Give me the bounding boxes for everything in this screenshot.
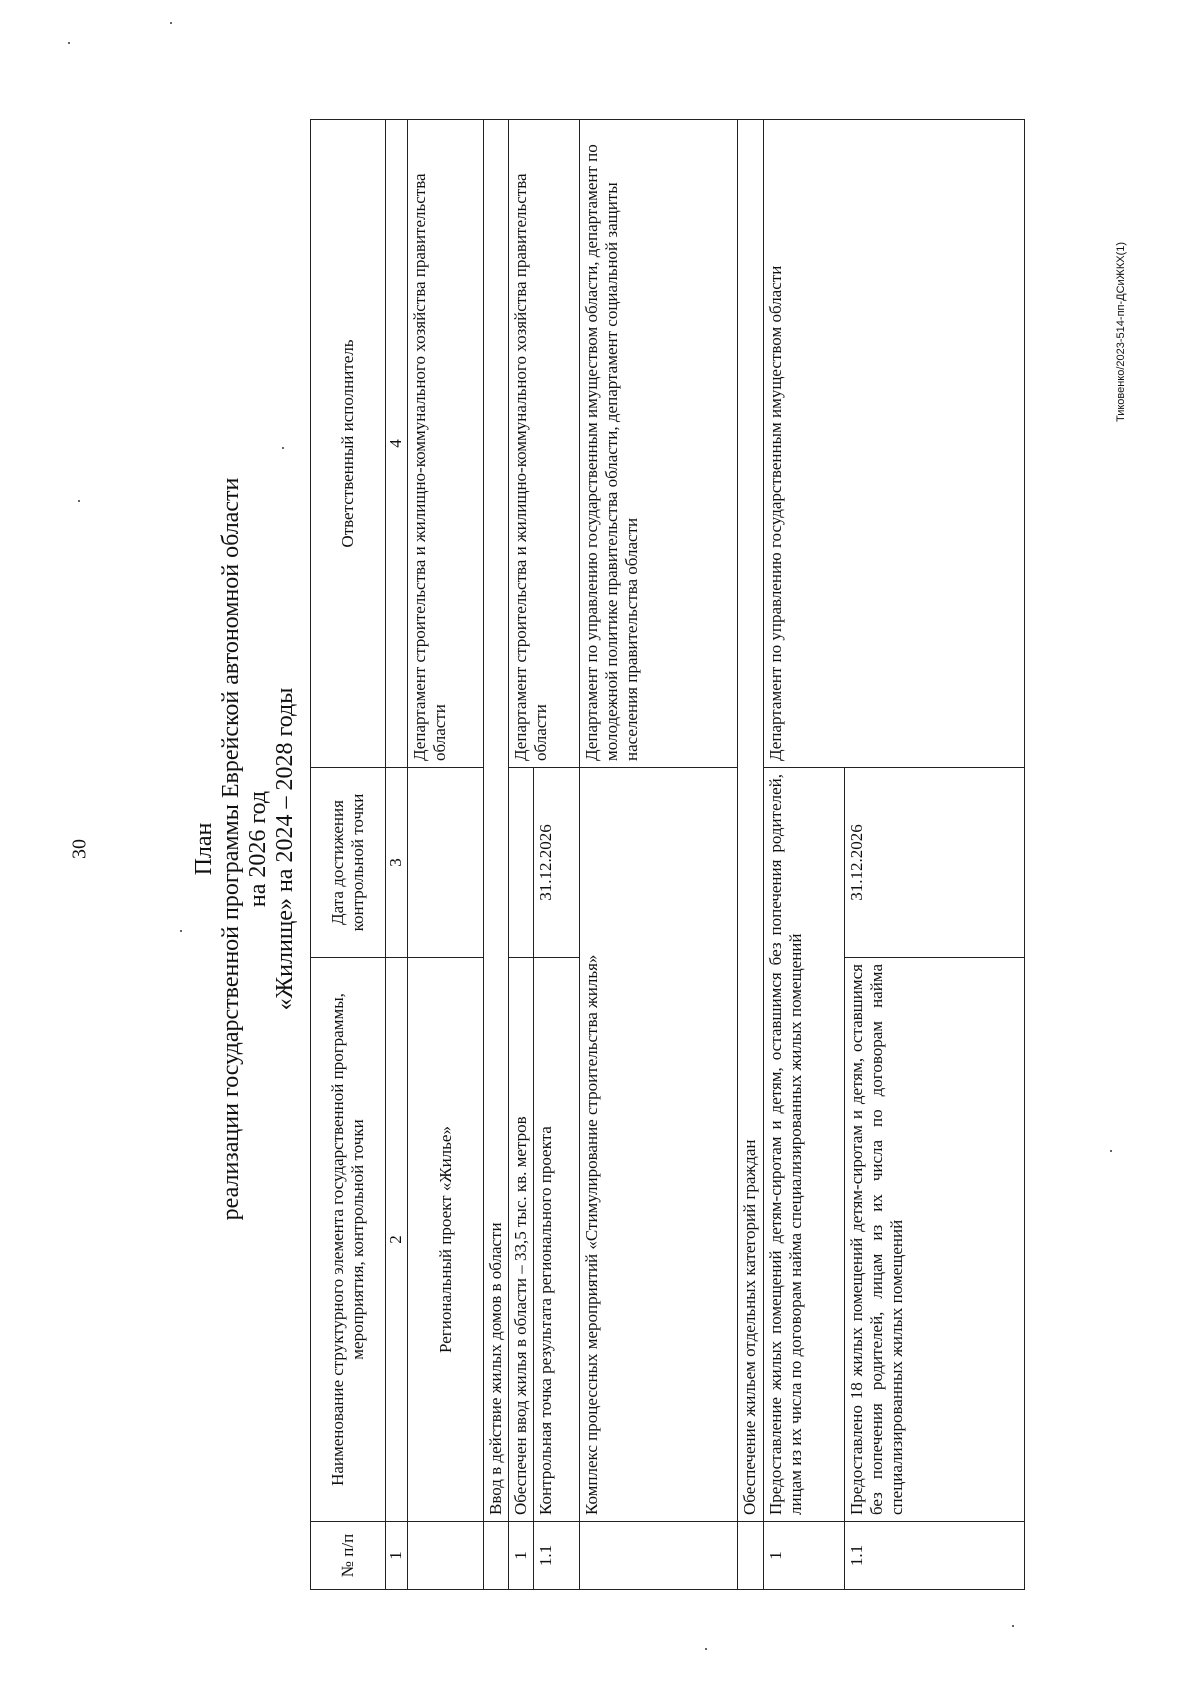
column-number-row xyxy=(386,120,408,1590)
title-line-1: План xyxy=(191,822,217,876)
row-name: Предоставление жилых помещений детям-сиротам и детям, оставшимся без попечения родителей, лицам из их числа по договорам найма специализированных жилых помещений xyxy=(764,768,845,1522)
scan-speck xyxy=(705,1648,707,1650)
complex-executor: Департамент по управлению государственным имуществом области, департамент по молодежной политике правительства области, департамент социальной защиты населения правительства области xyxy=(580,120,738,768)
complex-no-cell xyxy=(580,1522,738,1590)
row-number: 1.1 xyxy=(845,1522,1025,1590)
row-executor: Департамент строительства и жилищно-коммунального хозяйства правительства области xyxy=(509,120,580,768)
section-row xyxy=(738,120,764,1590)
project-date-cell xyxy=(408,768,484,958)
section-no-cell xyxy=(738,1522,764,1590)
scan-speck xyxy=(68,42,70,44)
row-date: 31.12.2026 xyxy=(534,768,580,958)
section-no-cell xyxy=(484,1522,509,1590)
column-number: 1 xyxy=(386,1522,408,1590)
row-name: Контрольная точка результата регионального проекта xyxy=(534,958,580,1522)
project-executor: Департамент строительства и жилищно-коммунального хозяйства правительства области xyxy=(408,120,484,768)
row-date: 31.12.2026 xyxy=(845,768,1025,958)
column-number: 2 xyxy=(386,958,408,1522)
section-row xyxy=(484,120,509,1590)
project-name: Региональный проект «Жилье» xyxy=(408,958,484,1522)
document-reference: Тиковенко/2023-514-пп-ДСиЖКХ(1) xyxy=(1115,241,1127,423)
section-title: Ввод в действие жилых домов в области xyxy=(484,120,509,1522)
row-name: Предоставлено 18 жилых помещений детям-сиротам и детям, оставшимся без попечения родителей, лицам из их числа по договорам найма специализированных жилых помещений xyxy=(845,958,1025,1522)
scan-speck xyxy=(78,500,80,502)
plan-table-container xyxy=(310,120,1020,1590)
title-line-2: реализации государственной программы Еврейской автономной области xyxy=(218,477,244,1221)
table-row xyxy=(509,120,534,1590)
header-no: № п/п xyxy=(311,1522,386,1590)
project-row xyxy=(408,120,484,1590)
row-number: 1.1 xyxy=(534,1522,580,1590)
row-number: 1 xyxy=(509,1522,534,1590)
complex-row xyxy=(580,120,738,1590)
row-date xyxy=(509,768,534,958)
scan-speck xyxy=(1110,1150,1112,1152)
scan-speck xyxy=(1012,1625,1014,1627)
column-number: 4 xyxy=(386,120,408,768)
row-executor: Департамент по управлению государственным имуществом области xyxy=(764,120,1025,768)
section-title: Обеспечение жильем отдельных категорий граждан xyxy=(738,120,764,1522)
row-number: 1 xyxy=(764,1522,845,1590)
complex-name: Комплекс процессных мероприятий «Стимулирование строительства жилья» xyxy=(580,768,738,1522)
document-title xyxy=(191,289,299,1409)
project-no-cell xyxy=(408,1522,484,1590)
scan-speck xyxy=(180,930,182,932)
title-line-4: «Жилище» на 2024 – 2028 годы xyxy=(272,687,298,1011)
title-line-3: на 2026 год xyxy=(245,790,271,908)
header-name: Наименование структурного элемента государственной программы, мероприятия, контрольной точки xyxy=(311,958,386,1522)
header-row xyxy=(311,120,386,1590)
table-row xyxy=(764,120,845,1590)
scan-speck xyxy=(170,22,172,24)
header-date: Дата достижения контрольной точки xyxy=(311,768,386,958)
column-number: 3 xyxy=(386,768,408,958)
scan-speck xyxy=(282,447,284,449)
page-number: 30 xyxy=(68,839,91,859)
row-name: Обеспечен ввод жилья в области – 33,5 тыс. кв. метров xyxy=(509,958,534,1522)
header-executor: Ответственный исполнитель xyxy=(311,120,386,768)
plan-table xyxy=(310,119,1025,1590)
